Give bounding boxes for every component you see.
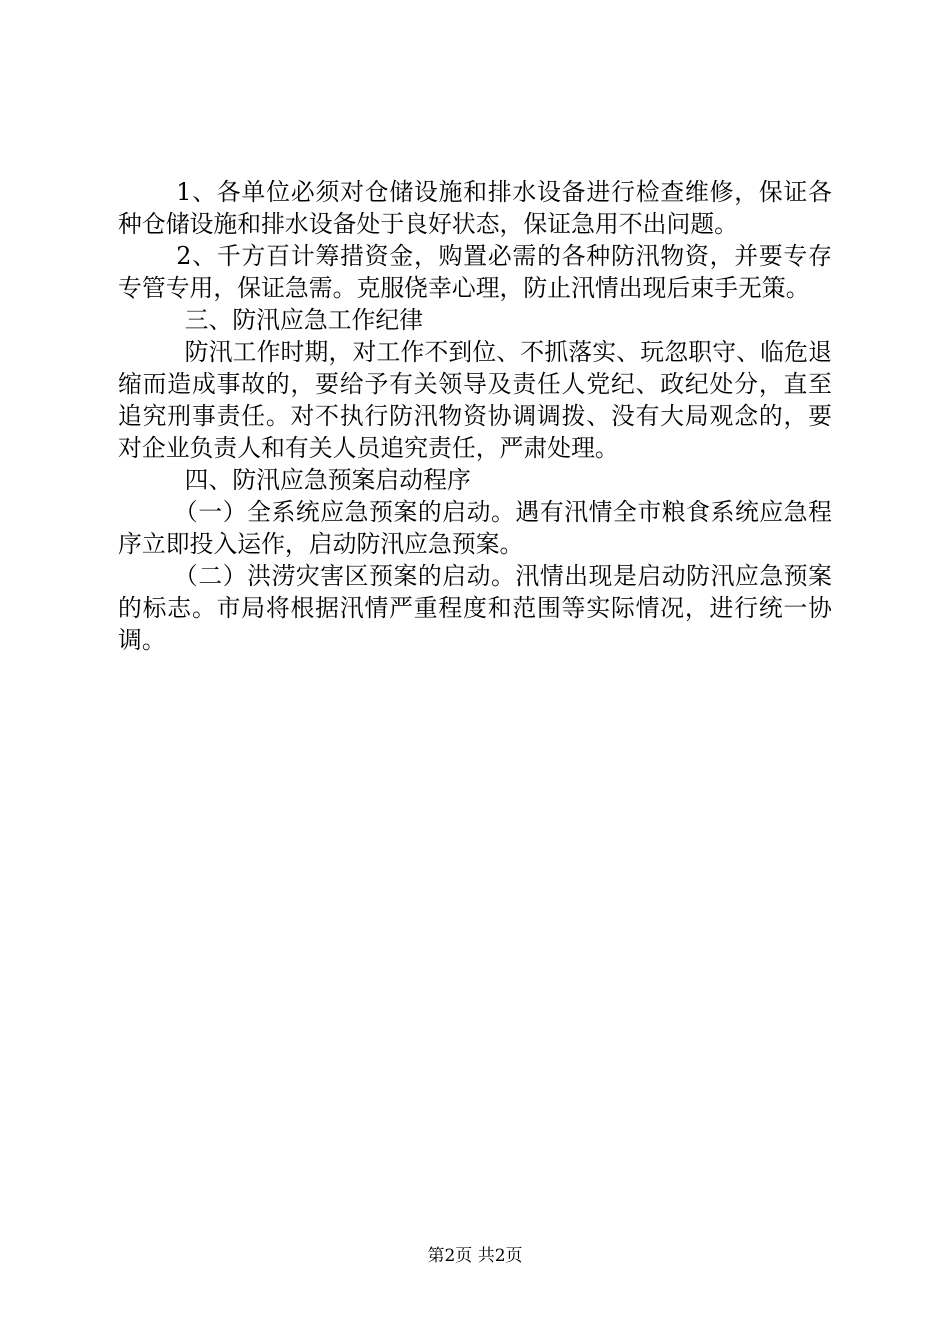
page-footer (0, 1245, 950, 1267)
paragraph-procedure-1: （一）全系统应急预案的启动。遇有汛情全市粮食系统应急程序立即投入运作，启动防汛应急预案。 (118, 498, 832, 558)
document-body (118, 176, 832, 656)
paragraph-item-1: 1、各单位必须对仓储设施和排水设备进行检查维修，保证各种仓储设施和排水设备处于良好状态，保证急用不出问题。 (118, 178, 832, 238)
paragraph-procedure-2: （二）洪涝灾害区预案的启动。汛情出现是启动防汛应急预案的标志。市局将根据汛情严重程度和范围等实际情况，进行统一协调。 (118, 562, 832, 654)
page-number-label: 第2页 共2页 (427, 1246, 523, 1266)
section-heading-procedure: 四、防汛应急预案启动程序 (184, 466, 471, 494)
paragraph-item-2: 2、千方百计筹措资金，购置必需的各种防汛物资，并要专存专管专用，保证急需。克服侥幸心理，防止汛情出现后束手无策。 (118, 242, 832, 302)
section-heading-discipline: 三、防汛应急工作纪律 (184, 306, 424, 334)
paragraph-discipline: 防汛工作时期，对工作不到位、不抓落实、玩忽职守、临危退缩而造成事故的，要给予有关领导及责任人党纪、政纪处分，直至追究刑事责任。对不执行防汛物资协调调拨、没有大局观念的，要对企业负责人和有关人员追究责任，严肃处理。 (118, 338, 832, 462)
